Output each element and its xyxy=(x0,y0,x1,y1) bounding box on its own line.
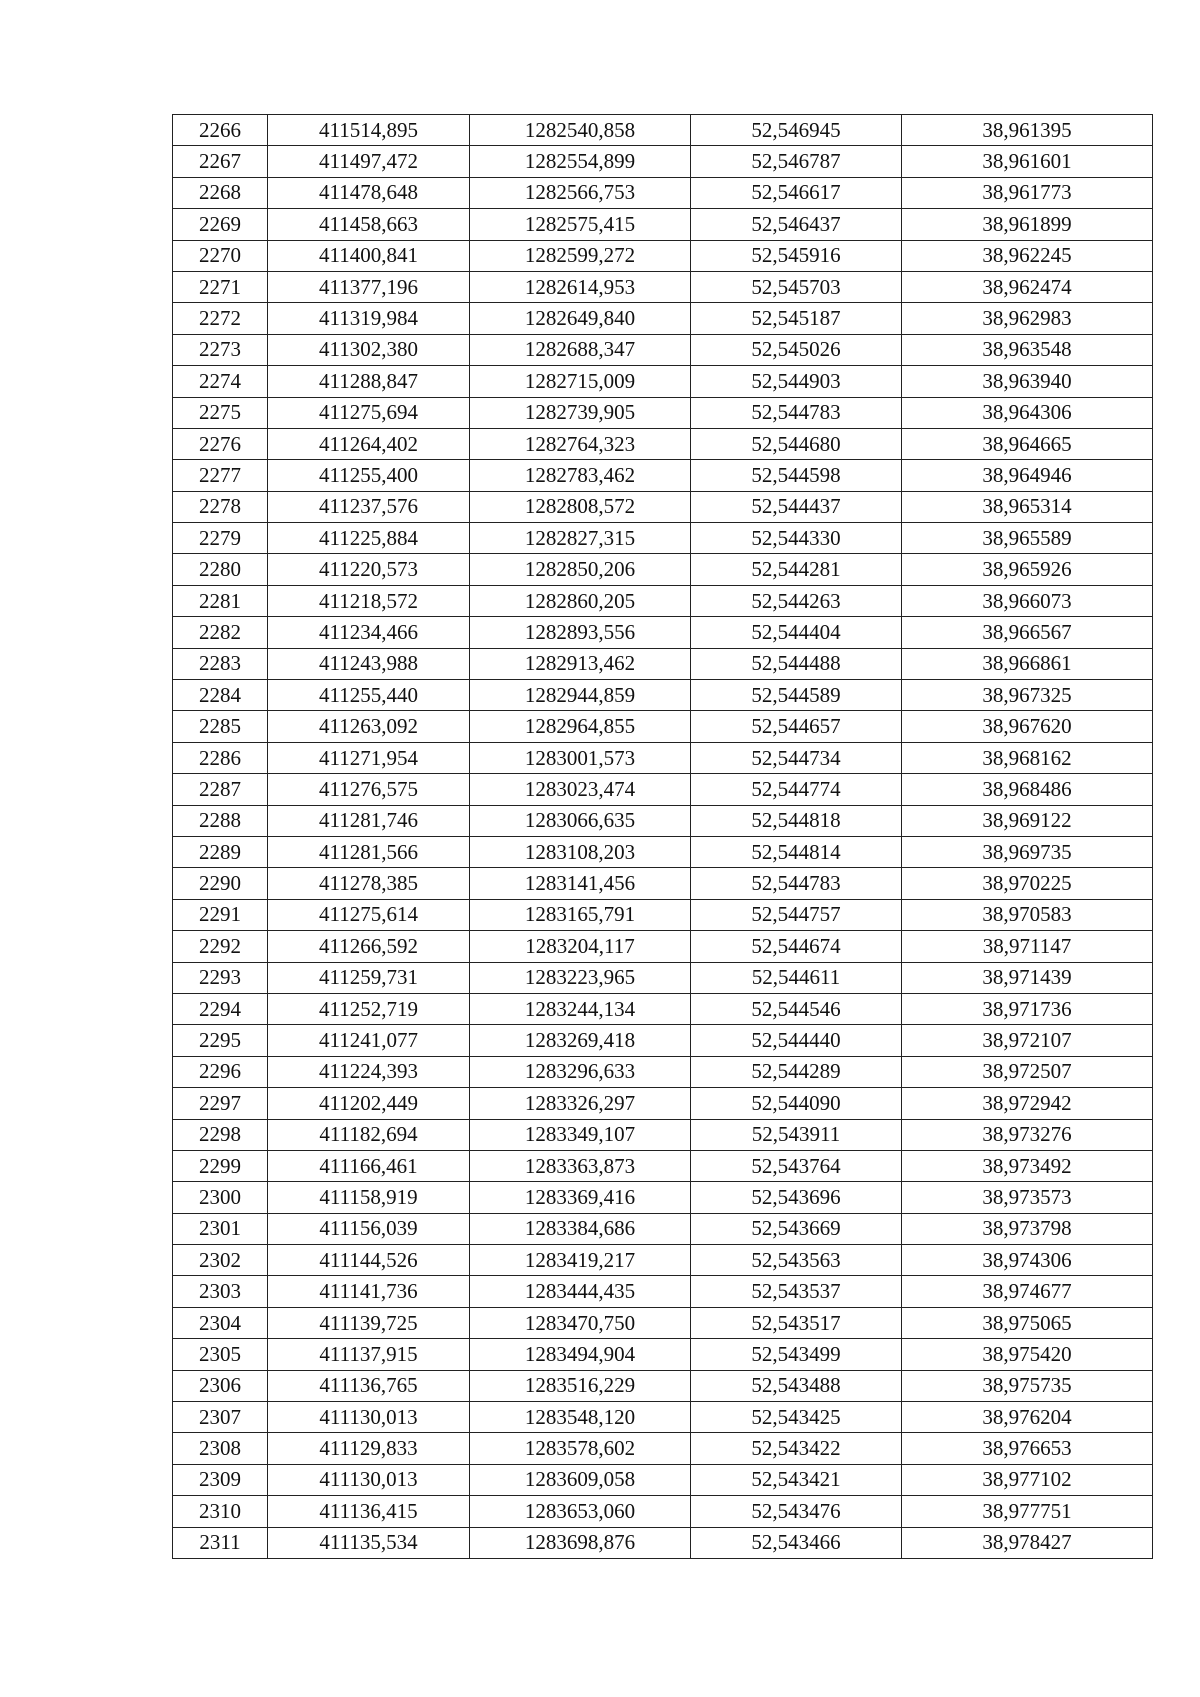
y-coordinate-cell: 1282554,899 xyxy=(470,146,691,177)
latitude-cell: 52,544734 xyxy=(691,742,902,773)
latitude-cell: 52,544090 xyxy=(691,1088,902,1119)
x-coordinate-cell: 411255,400 xyxy=(268,460,470,491)
y-coordinate-cell: 1283326,297 xyxy=(470,1088,691,1119)
latitude-cell: 52,546617 xyxy=(691,177,902,208)
latitude-cell: 52,543476 xyxy=(691,1496,902,1527)
table-row xyxy=(173,1088,1153,1119)
y-coordinate-cell: 1282715,009 xyxy=(470,366,691,397)
x-coordinate-cell: 411158,919 xyxy=(268,1182,470,1213)
table-row xyxy=(173,836,1153,867)
longitude-cell: 38,970583 xyxy=(902,899,1153,930)
latitude-cell: 52,544674 xyxy=(691,931,902,962)
longitude-cell: 38,966073 xyxy=(902,585,1153,616)
table-row xyxy=(173,1370,1153,1401)
latitude-cell: 52,543563 xyxy=(691,1245,902,1276)
latitude-cell: 52,543696 xyxy=(691,1182,902,1213)
y-coordinate-cell: 1282566,753 xyxy=(470,177,691,208)
x-coordinate-cell: 411263,092 xyxy=(268,711,470,742)
longitude-cell: 38,976653 xyxy=(902,1433,1153,1464)
y-coordinate-cell: 1283108,203 xyxy=(470,836,691,867)
point-number-cell: 2287 xyxy=(173,774,268,805)
table-row xyxy=(173,1496,1153,1527)
point-number-cell: 2311 xyxy=(173,1527,268,1558)
point-number-cell: 2298 xyxy=(173,1119,268,1150)
latitude-cell: 52,545916 xyxy=(691,240,902,271)
table-row xyxy=(173,868,1153,899)
y-coordinate-cell: 1283223,965 xyxy=(470,962,691,993)
y-coordinate-cell: 1283204,117 xyxy=(470,931,691,962)
x-coordinate-cell: 411225,884 xyxy=(268,523,470,554)
latitude-cell: 52,544437 xyxy=(691,491,902,522)
point-number-cell: 2307 xyxy=(173,1402,268,1433)
x-coordinate-cell: 411136,415 xyxy=(268,1496,470,1527)
table-row xyxy=(173,711,1153,742)
longitude-cell: 38,964306 xyxy=(902,397,1153,428)
table-row xyxy=(173,1025,1153,1056)
point-number-cell: 2286 xyxy=(173,742,268,773)
latitude-cell: 52,545703 xyxy=(691,271,902,302)
y-coordinate-cell: 1283369,416 xyxy=(470,1182,691,1213)
latitude-cell: 52,543466 xyxy=(691,1527,902,1558)
longitude-cell: 38,961395 xyxy=(902,115,1153,146)
y-coordinate-cell: 1283244,134 xyxy=(470,993,691,1024)
y-coordinate-cell: 1282739,905 xyxy=(470,397,691,428)
latitude-cell: 52,543425 xyxy=(691,1402,902,1433)
point-number-cell: 2285 xyxy=(173,711,268,742)
x-coordinate-cell: 411478,648 xyxy=(268,177,470,208)
point-number-cell: 2282 xyxy=(173,617,268,648)
latitude-cell: 52,545026 xyxy=(691,334,902,365)
longitude-cell: 38,972507 xyxy=(902,1056,1153,1087)
longitude-cell: 38,967325 xyxy=(902,680,1153,711)
point-number-cell: 2290 xyxy=(173,868,268,899)
table-row xyxy=(173,680,1153,711)
table-row xyxy=(173,1464,1153,1495)
latitude-cell: 52,543911 xyxy=(691,1119,902,1150)
x-coordinate-cell: 411255,440 xyxy=(268,680,470,711)
longitude-cell: 38,972942 xyxy=(902,1088,1153,1119)
longitude-cell: 38,967620 xyxy=(902,711,1153,742)
latitude-cell: 52,544611 xyxy=(691,962,902,993)
y-coordinate-cell: 1283023,474 xyxy=(470,774,691,805)
y-coordinate-cell: 1283494,904 xyxy=(470,1339,691,1370)
y-coordinate-cell: 1283609,058 xyxy=(470,1464,691,1495)
table-row xyxy=(173,428,1153,459)
longitude-cell: 38,965589 xyxy=(902,523,1153,554)
table-row xyxy=(173,1245,1153,1276)
latitude-cell: 52,544589 xyxy=(691,680,902,711)
x-coordinate-cell: 411224,393 xyxy=(268,1056,470,1087)
x-coordinate-cell: 411237,576 xyxy=(268,491,470,522)
latitude-cell: 52,544783 xyxy=(691,868,902,899)
table-row xyxy=(173,397,1153,428)
table-row xyxy=(173,1402,1153,1433)
table-row xyxy=(173,1527,1153,1558)
longitude-cell: 38,964946 xyxy=(902,460,1153,491)
point-number-cell: 2310 xyxy=(173,1496,268,1527)
longitude-cell: 38,973492 xyxy=(902,1150,1153,1181)
y-coordinate-cell: 1283653,060 xyxy=(470,1496,691,1527)
table-row xyxy=(173,899,1153,930)
latitude-cell: 52,543488 xyxy=(691,1370,902,1401)
table-row xyxy=(173,931,1153,962)
point-number-cell: 2303 xyxy=(173,1276,268,1307)
x-coordinate-cell: 411259,731 xyxy=(268,962,470,993)
x-coordinate-cell: 411202,449 xyxy=(268,1088,470,1119)
x-coordinate-cell: 411220,573 xyxy=(268,554,470,585)
point-number-cell: 2273 xyxy=(173,334,268,365)
latitude-cell: 52,543537 xyxy=(691,1276,902,1307)
x-coordinate-cell: 411144,526 xyxy=(268,1245,470,1276)
table-row xyxy=(173,962,1153,993)
y-coordinate-cell: 1282783,462 xyxy=(470,460,691,491)
x-coordinate-cell: 411141,736 xyxy=(268,1276,470,1307)
x-coordinate-cell: 411130,013 xyxy=(268,1464,470,1495)
y-coordinate-cell: 1282893,556 xyxy=(470,617,691,648)
point-number-cell: 2276 xyxy=(173,428,268,459)
x-coordinate-cell: 411377,196 xyxy=(268,271,470,302)
table-row xyxy=(173,1276,1153,1307)
point-number-cell: 2301 xyxy=(173,1213,268,1244)
latitude-cell: 52,544680 xyxy=(691,428,902,459)
longitude-cell: 38,968486 xyxy=(902,774,1153,805)
y-coordinate-cell: 1283548,120 xyxy=(470,1402,691,1433)
point-number-cell: 2306 xyxy=(173,1370,268,1401)
y-coordinate-cell: 1283349,107 xyxy=(470,1119,691,1150)
latitude-cell: 52,543499 xyxy=(691,1339,902,1370)
longitude-cell: 38,977102 xyxy=(902,1464,1153,1495)
point-number-cell: 2305 xyxy=(173,1339,268,1370)
x-coordinate-cell: 411275,614 xyxy=(268,899,470,930)
point-number-cell: 2299 xyxy=(173,1150,268,1181)
latitude-cell: 52,544488 xyxy=(691,648,902,679)
longitude-cell: 38,968162 xyxy=(902,742,1153,773)
latitude-cell: 52,546945 xyxy=(691,115,902,146)
x-coordinate-cell: 411400,841 xyxy=(268,240,470,271)
latitude-cell: 52,546787 xyxy=(691,146,902,177)
y-coordinate-cell: 1282764,323 xyxy=(470,428,691,459)
table-row xyxy=(173,334,1153,365)
table-row xyxy=(173,1339,1153,1370)
x-coordinate-cell: 411458,663 xyxy=(268,209,470,240)
latitude-cell: 52,544818 xyxy=(691,805,902,836)
table-row xyxy=(173,271,1153,302)
point-number-cell: 2275 xyxy=(173,397,268,428)
x-coordinate-cell: 411266,592 xyxy=(268,931,470,962)
latitude-cell: 52,544598 xyxy=(691,460,902,491)
point-number-cell: 2277 xyxy=(173,460,268,491)
latitude-cell: 52,545187 xyxy=(691,303,902,334)
longitude-cell: 38,962474 xyxy=(902,271,1153,302)
longitude-cell: 38,977751 xyxy=(902,1496,1153,1527)
table-row xyxy=(173,209,1153,240)
x-coordinate-cell: 411264,402 xyxy=(268,428,470,459)
point-number-cell: 2300 xyxy=(173,1182,268,1213)
latitude-cell: 52,543669 xyxy=(691,1213,902,1244)
longitude-cell: 38,973573 xyxy=(902,1182,1153,1213)
x-coordinate-cell: 411156,039 xyxy=(268,1213,470,1244)
x-coordinate-cell: 411275,694 xyxy=(268,397,470,428)
longitude-cell: 38,963548 xyxy=(902,334,1153,365)
x-coordinate-cell: 411218,572 xyxy=(268,585,470,616)
y-coordinate-cell: 1283001,573 xyxy=(470,742,691,773)
longitude-cell: 38,966567 xyxy=(902,617,1153,648)
longitude-cell: 38,975735 xyxy=(902,1370,1153,1401)
table-row xyxy=(173,1056,1153,1087)
latitude-cell: 52,544814 xyxy=(691,836,902,867)
longitude-cell: 38,972107 xyxy=(902,1025,1153,1056)
longitude-cell: 38,969122 xyxy=(902,805,1153,836)
longitude-cell: 38,961773 xyxy=(902,177,1153,208)
point-number-cell: 2269 xyxy=(173,209,268,240)
x-coordinate-cell: 411271,954 xyxy=(268,742,470,773)
x-coordinate-cell: 411234,466 xyxy=(268,617,470,648)
y-coordinate-cell: 1282540,858 xyxy=(470,115,691,146)
y-coordinate-cell: 1283269,418 xyxy=(470,1025,691,1056)
coordinates-table xyxy=(172,114,1153,1559)
longitude-cell: 38,971736 xyxy=(902,993,1153,1024)
point-number-cell: 2284 xyxy=(173,680,268,711)
latitude-cell: 52,544404 xyxy=(691,617,902,648)
table-row xyxy=(173,617,1153,648)
x-coordinate-cell: 411278,385 xyxy=(268,868,470,899)
latitude-cell: 52,544440 xyxy=(691,1025,902,1056)
longitude-cell: 38,969735 xyxy=(902,836,1153,867)
y-coordinate-cell: 1282827,315 xyxy=(470,523,691,554)
longitude-cell: 38,965926 xyxy=(902,554,1153,585)
table-row xyxy=(173,648,1153,679)
point-number-cell: 2291 xyxy=(173,899,268,930)
table-row xyxy=(173,554,1153,585)
latitude-cell: 52,543422 xyxy=(691,1433,902,1464)
longitude-cell: 38,961601 xyxy=(902,146,1153,177)
latitude-cell: 52,543764 xyxy=(691,1150,902,1181)
longitude-cell: 38,971147 xyxy=(902,931,1153,962)
longitude-cell: 38,974677 xyxy=(902,1276,1153,1307)
latitude-cell: 52,544546 xyxy=(691,993,902,1024)
point-number-cell: 2267 xyxy=(173,146,268,177)
table-row xyxy=(173,303,1153,334)
table-row xyxy=(173,366,1153,397)
y-coordinate-cell: 1283296,633 xyxy=(470,1056,691,1087)
longitude-cell: 38,975420 xyxy=(902,1339,1153,1370)
longitude-cell: 38,976204 xyxy=(902,1402,1153,1433)
y-coordinate-cell: 1282614,953 xyxy=(470,271,691,302)
point-number-cell: 2281 xyxy=(173,585,268,616)
point-number-cell: 2304 xyxy=(173,1307,268,1338)
x-coordinate-cell: 411288,847 xyxy=(268,366,470,397)
longitude-cell: 38,962245 xyxy=(902,240,1153,271)
x-coordinate-cell: 411136,765 xyxy=(268,1370,470,1401)
table-row xyxy=(173,1213,1153,1244)
table-row xyxy=(173,491,1153,522)
longitude-cell: 38,963940 xyxy=(902,366,1153,397)
point-number-cell: 2289 xyxy=(173,836,268,867)
x-coordinate-cell: 411129,833 xyxy=(268,1433,470,1464)
latitude-cell: 52,544657 xyxy=(691,711,902,742)
x-coordinate-cell: 411497,472 xyxy=(268,146,470,177)
y-coordinate-cell: 1282850,206 xyxy=(470,554,691,585)
table-row xyxy=(173,1150,1153,1181)
y-coordinate-cell: 1283444,435 xyxy=(470,1276,691,1307)
x-coordinate-cell: 411302,380 xyxy=(268,334,470,365)
table-row xyxy=(173,146,1153,177)
x-coordinate-cell: 411514,895 xyxy=(268,115,470,146)
longitude-cell: 38,961899 xyxy=(902,209,1153,240)
y-coordinate-cell: 1282599,272 xyxy=(470,240,691,271)
point-number-cell: 2294 xyxy=(173,993,268,1024)
x-coordinate-cell: 411130,013 xyxy=(268,1402,470,1433)
latitude-cell: 52,544281 xyxy=(691,554,902,585)
y-coordinate-cell: 1282575,415 xyxy=(470,209,691,240)
y-coordinate-cell: 1282964,855 xyxy=(470,711,691,742)
longitude-cell: 38,973276 xyxy=(902,1119,1153,1150)
latitude-cell: 52,544289 xyxy=(691,1056,902,1087)
y-coordinate-cell: 1282860,205 xyxy=(470,585,691,616)
point-number-cell: 2266 xyxy=(173,115,268,146)
point-number-cell: 2292 xyxy=(173,931,268,962)
longitude-cell: 38,978427 xyxy=(902,1527,1153,1558)
table-row xyxy=(173,805,1153,836)
y-coordinate-cell: 1283066,635 xyxy=(470,805,691,836)
table-row xyxy=(173,774,1153,805)
table-row xyxy=(173,993,1153,1024)
x-coordinate-cell: 411243,988 xyxy=(268,648,470,679)
y-coordinate-cell: 1282649,840 xyxy=(470,303,691,334)
y-coordinate-cell: 1282944,859 xyxy=(470,680,691,711)
y-coordinate-cell: 1282913,462 xyxy=(470,648,691,679)
latitude-cell: 52,544903 xyxy=(691,366,902,397)
x-coordinate-cell: 411281,746 xyxy=(268,805,470,836)
point-number-cell: 2309 xyxy=(173,1464,268,1495)
table-row xyxy=(173,1182,1153,1213)
point-number-cell: 2288 xyxy=(173,805,268,836)
x-coordinate-cell: 411319,984 xyxy=(268,303,470,334)
point-number-cell: 2278 xyxy=(173,491,268,522)
latitude-cell: 52,543517 xyxy=(691,1307,902,1338)
y-coordinate-cell: 1283363,873 xyxy=(470,1150,691,1181)
longitude-cell: 38,962983 xyxy=(902,303,1153,334)
y-coordinate-cell: 1283470,750 xyxy=(470,1307,691,1338)
longitude-cell: 38,970225 xyxy=(902,868,1153,899)
longitude-cell: 38,974306 xyxy=(902,1245,1153,1276)
x-coordinate-cell: 411252,719 xyxy=(268,993,470,1024)
y-coordinate-cell: 1283516,229 xyxy=(470,1370,691,1401)
table-row xyxy=(173,1433,1153,1464)
point-number-cell: 2308 xyxy=(173,1433,268,1464)
table-row xyxy=(173,115,1153,146)
y-coordinate-cell: 1282688,347 xyxy=(470,334,691,365)
table-row xyxy=(173,523,1153,554)
longitude-cell: 38,975065 xyxy=(902,1307,1153,1338)
longitude-cell: 38,964665 xyxy=(902,428,1153,459)
table-row xyxy=(173,177,1153,208)
y-coordinate-cell: 1283698,876 xyxy=(470,1527,691,1558)
point-number-cell: 2293 xyxy=(173,962,268,993)
y-coordinate-cell: 1283384,686 xyxy=(470,1213,691,1244)
table-row xyxy=(173,1307,1153,1338)
x-coordinate-cell: 411166,461 xyxy=(268,1150,470,1181)
point-number-cell: 2295 xyxy=(173,1025,268,1056)
table-row xyxy=(173,742,1153,773)
table-row xyxy=(173,240,1153,271)
x-coordinate-cell: 411135,534 xyxy=(268,1527,470,1558)
point-number-cell: 2270 xyxy=(173,240,268,271)
longitude-cell: 38,966861 xyxy=(902,648,1153,679)
x-coordinate-cell: 411139,725 xyxy=(268,1307,470,1338)
latitude-cell: 52,544783 xyxy=(691,397,902,428)
table-row xyxy=(173,1119,1153,1150)
latitude-cell: 52,544757 xyxy=(691,899,902,930)
point-number-cell: 2283 xyxy=(173,648,268,679)
y-coordinate-cell: 1283141,456 xyxy=(470,868,691,899)
point-number-cell: 2280 xyxy=(173,554,268,585)
x-coordinate-cell: 411137,915 xyxy=(268,1339,470,1370)
x-coordinate-cell: 411241,077 xyxy=(268,1025,470,1056)
point-number-cell: 2279 xyxy=(173,523,268,554)
latitude-cell: 52,543421 xyxy=(691,1464,902,1495)
y-coordinate-cell: 1283165,791 xyxy=(470,899,691,930)
point-number-cell: 2296 xyxy=(173,1056,268,1087)
table-row xyxy=(173,585,1153,616)
longitude-cell: 38,971439 xyxy=(902,962,1153,993)
longitude-cell: 38,965314 xyxy=(902,491,1153,522)
y-coordinate-cell: 1282808,572 xyxy=(470,491,691,522)
y-coordinate-cell: 1283578,602 xyxy=(470,1433,691,1464)
point-number-cell: 2268 xyxy=(173,177,268,208)
point-number-cell: 2272 xyxy=(173,303,268,334)
point-number-cell: 2274 xyxy=(173,366,268,397)
point-number-cell: 2302 xyxy=(173,1245,268,1276)
table-row xyxy=(173,460,1153,491)
longitude-cell: 38,973798 xyxy=(902,1213,1153,1244)
latitude-cell: 52,544263 xyxy=(691,585,902,616)
y-coordinate-cell: 1283419,217 xyxy=(470,1245,691,1276)
latitude-cell: 52,544774 xyxy=(691,774,902,805)
latitude-cell: 52,546437 xyxy=(691,209,902,240)
x-coordinate-cell: 411182,694 xyxy=(268,1119,470,1150)
coordinates-table-body xyxy=(173,115,1153,1559)
point-number-cell: 2271 xyxy=(173,271,268,302)
x-coordinate-cell: 411276,575 xyxy=(268,774,470,805)
latitude-cell: 52,544330 xyxy=(691,523,902,554)
point-number-cell: 2297 xyxy=(173,1088,268,1119)
x-coordinate-cell: 411281,566 xyxy=(268,836,470,867)
